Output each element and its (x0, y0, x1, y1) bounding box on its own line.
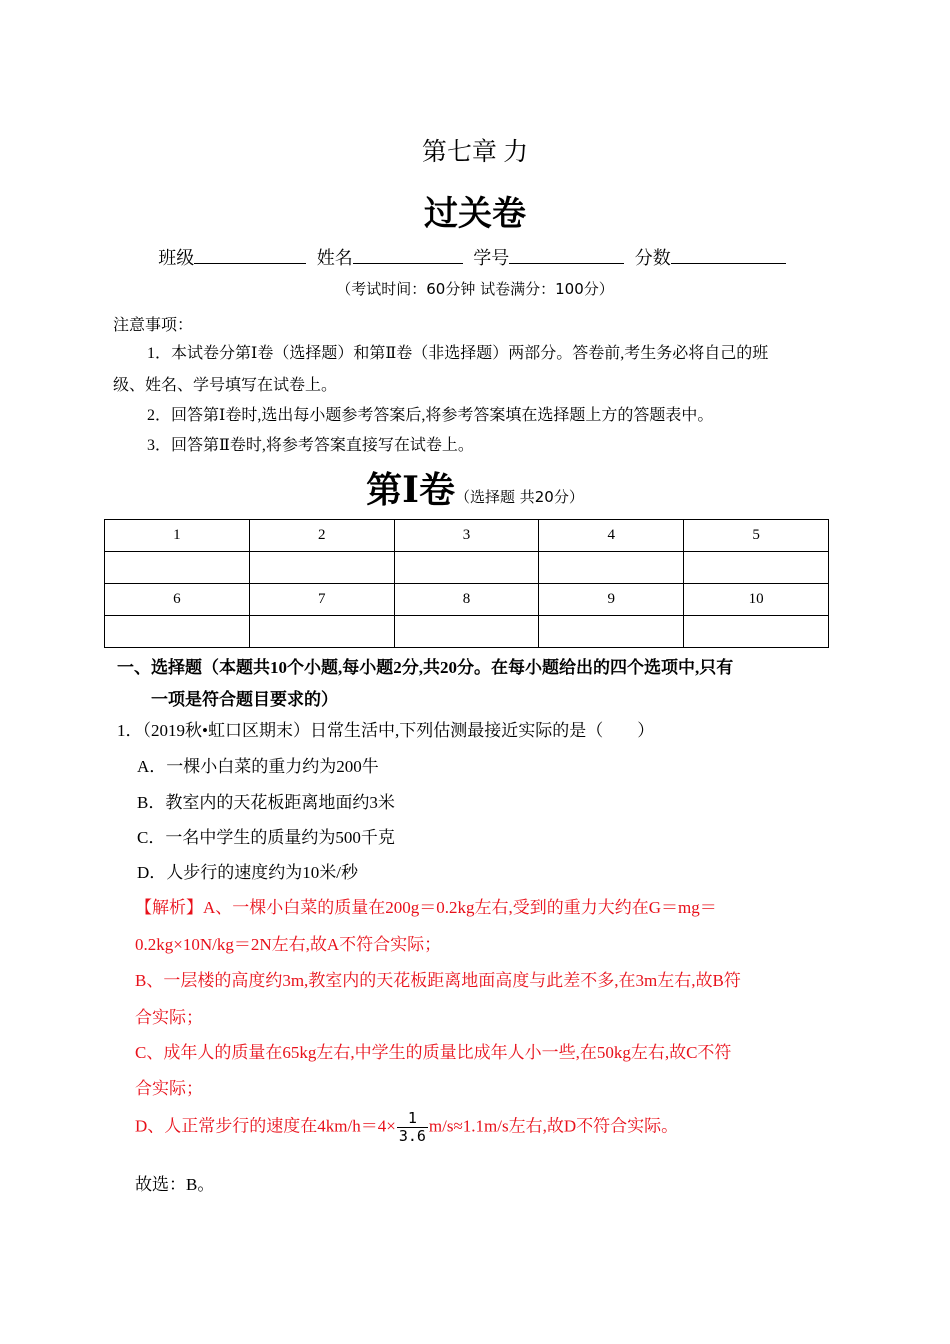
table-row (105, 520, 829, 552)
answer-cell[interactable] (539, 552, 684, 584)
analysis-line-4: 合实际； (135, 1008, 203, 1027)
option-c: C．一名中学生的质量约为500千克 (137, 828, 395, 847)
analysis-line-2: 0.2kg×10N/kg＝2N左右,故A不符合实际； (135, 935, 442, 954)
table-row (105, 584, 829, 616)
answer-cell[interactable] (684, 616, 829, 648)
answer-cell[interactable] (105, 552, 250, 584)
note-item-2: 2．回答第Ⅰ卷时,选出每小题参考答案后,将参考答案填在选择题上方的答题表中。 (147, 407, 714, 424)
question-number-cell: 3 (394, 520, 539, 552)
answer-line: 故选：B。 (135, 1175, 215, 1194)
question-number-cell: 4 (539, 520, 684, 552)
table-row (105, 552, 829, 584)
answer-cell[interactable] (249, 552, 394, 584)
question-number-cell: 7 (249, 584, 394, 616)
name-label: 姓名 (316, 248, 353, 268)
question-number-cell: 10 (684, 584, 829, 616)
analysis-text: D、人正常步行的速度在4km/h＝4× (135, 1116, 396, 1136)
answer-cell[interactable] (684, 552, 829, 584)
question-number-cell: 9 (539, 584, 684, 616)
page-title: 过关卷 (424, 194, 526, 234)
fraction (397, 1110, 428, 1145)
note-item-3: 3．回答第Ⅱ卷时,将参考答案直接写在试卷上。 (147, 437, 474, 454)
analysis-line-7 (135, 1110, 678, 1145)
question-number-cell: 1 (105, 520, 250, 552)
section-heading (0, 462, 950, 513)
class-blank[interactable] (194, 245, 306, 264)
answer-table (104, 519, 829, 648)
table-row (105, 616, 829, 648)
analysis-text: A、一棵小白菜的质量在200g＝0.2kg左右,受到的重力大约在G＝mg＝ (203, 898, 717, 917)
chapter-title: 第七章 力 (421, 139, 529, 166)
question-number-cell: 2 (249, 520, 394, 552)
score-label: 分数 (634, 248, 671, 268)
analysis-line-3: B、一层楼的高度约3m,教室内的天花板距离地面高度与此差不多,在3m左右,故B符 (135, 971, 741, 990)
student-id-label: 学号 (473, 248, 510, 268)
analysis-line-6: 合实际； (135, 1079, 203, 1098)
answer-cell[interactable] (539, 616, 684, 648)
name-blank[interactable] (353, 245, 463, 264)
question-number-cell: 8 (394, 584, 539, 616)
choice-heading-line2: 一项是符合题目要求的） (151, 690, 338, 709)
analysis-line-1 (135, 893, 717, 918)
note-item-1: 1．本试卷分第Ⅰ卷（选择题）和第Ⅱ卷（非选择题）两部分。答卷前,考生务必将自己的班 (147, 345, 769, 362)
note-item-1-cont: 级、姓名、学号填写在试卷上。 (113, 377, 338, 394)
score-blank[interactable] (671, 245, 786, 264)
answer-cell[interactable] (394, 552, 539, 584)
exam-time-info: （考试时间：60分钟 试卷满分：100分） (336, 280, 614, 298)
answer-cell[interactable] (105, 616, 250, 648)
class-label: 班级 (158, 248, 195, 268)
answer-cell[interactable] (394, 616, 539, 648)
question-1-stem: 1．（2019秋•虹口区期末）日常生活中,下列估测最接近实际的是（ ） (117, 721, 655, 740)
choice-section-heading (117, 652, 837, 716)
analysis-tag: 【解析】 (135, 898, 203, 917)
fraction-denominator: 3.6 (398, 1127, 426, 1145)
option-d: D．人步行的速度约为10米/秒 (137, 863, 358, 882)
option-a: A．一棵小白菜的重力约为200牛 (137, 757, 379, 776)
student-info-line (0, 244, 950, 270)
choice-heading-line1: 一、选择题（本题共10个小题,每小题2分,共20分。在每小题给出的四个选项中,只有 (117, 658, 734, 677)
question-number-cell: 5 (684, 520, 829, 552)
analysis-text: m/s≈1.1m/s左右,故D不符合实际。 (428, 1116, 679, 1136)
fraction-numerator: 1 (397, 1110, 428, 1128)
notes-heading: 注意事项： (113, 317, 194, 334)
answer-cell[interactable] (249, 616, 394, 648)
student-id-blank[interactable] (509, 245, 624, 264)
analysis-line-5: C、成年人的质量在65kg左右,中学生的质量比成年人小一些,在50kg左右,故C不符 (135, 1043, 732, 1062)
option-b: B．教室内的天花板距离地面约3米 (137, 793, 395, 812)
question-number-cell: 6 (105, 584, 250, 616)
section-subtitle: （选择题 共20分） (454, 488, 584, 506)
section-title: 第Ⅰ卷 (366, 470, 455, 510)
